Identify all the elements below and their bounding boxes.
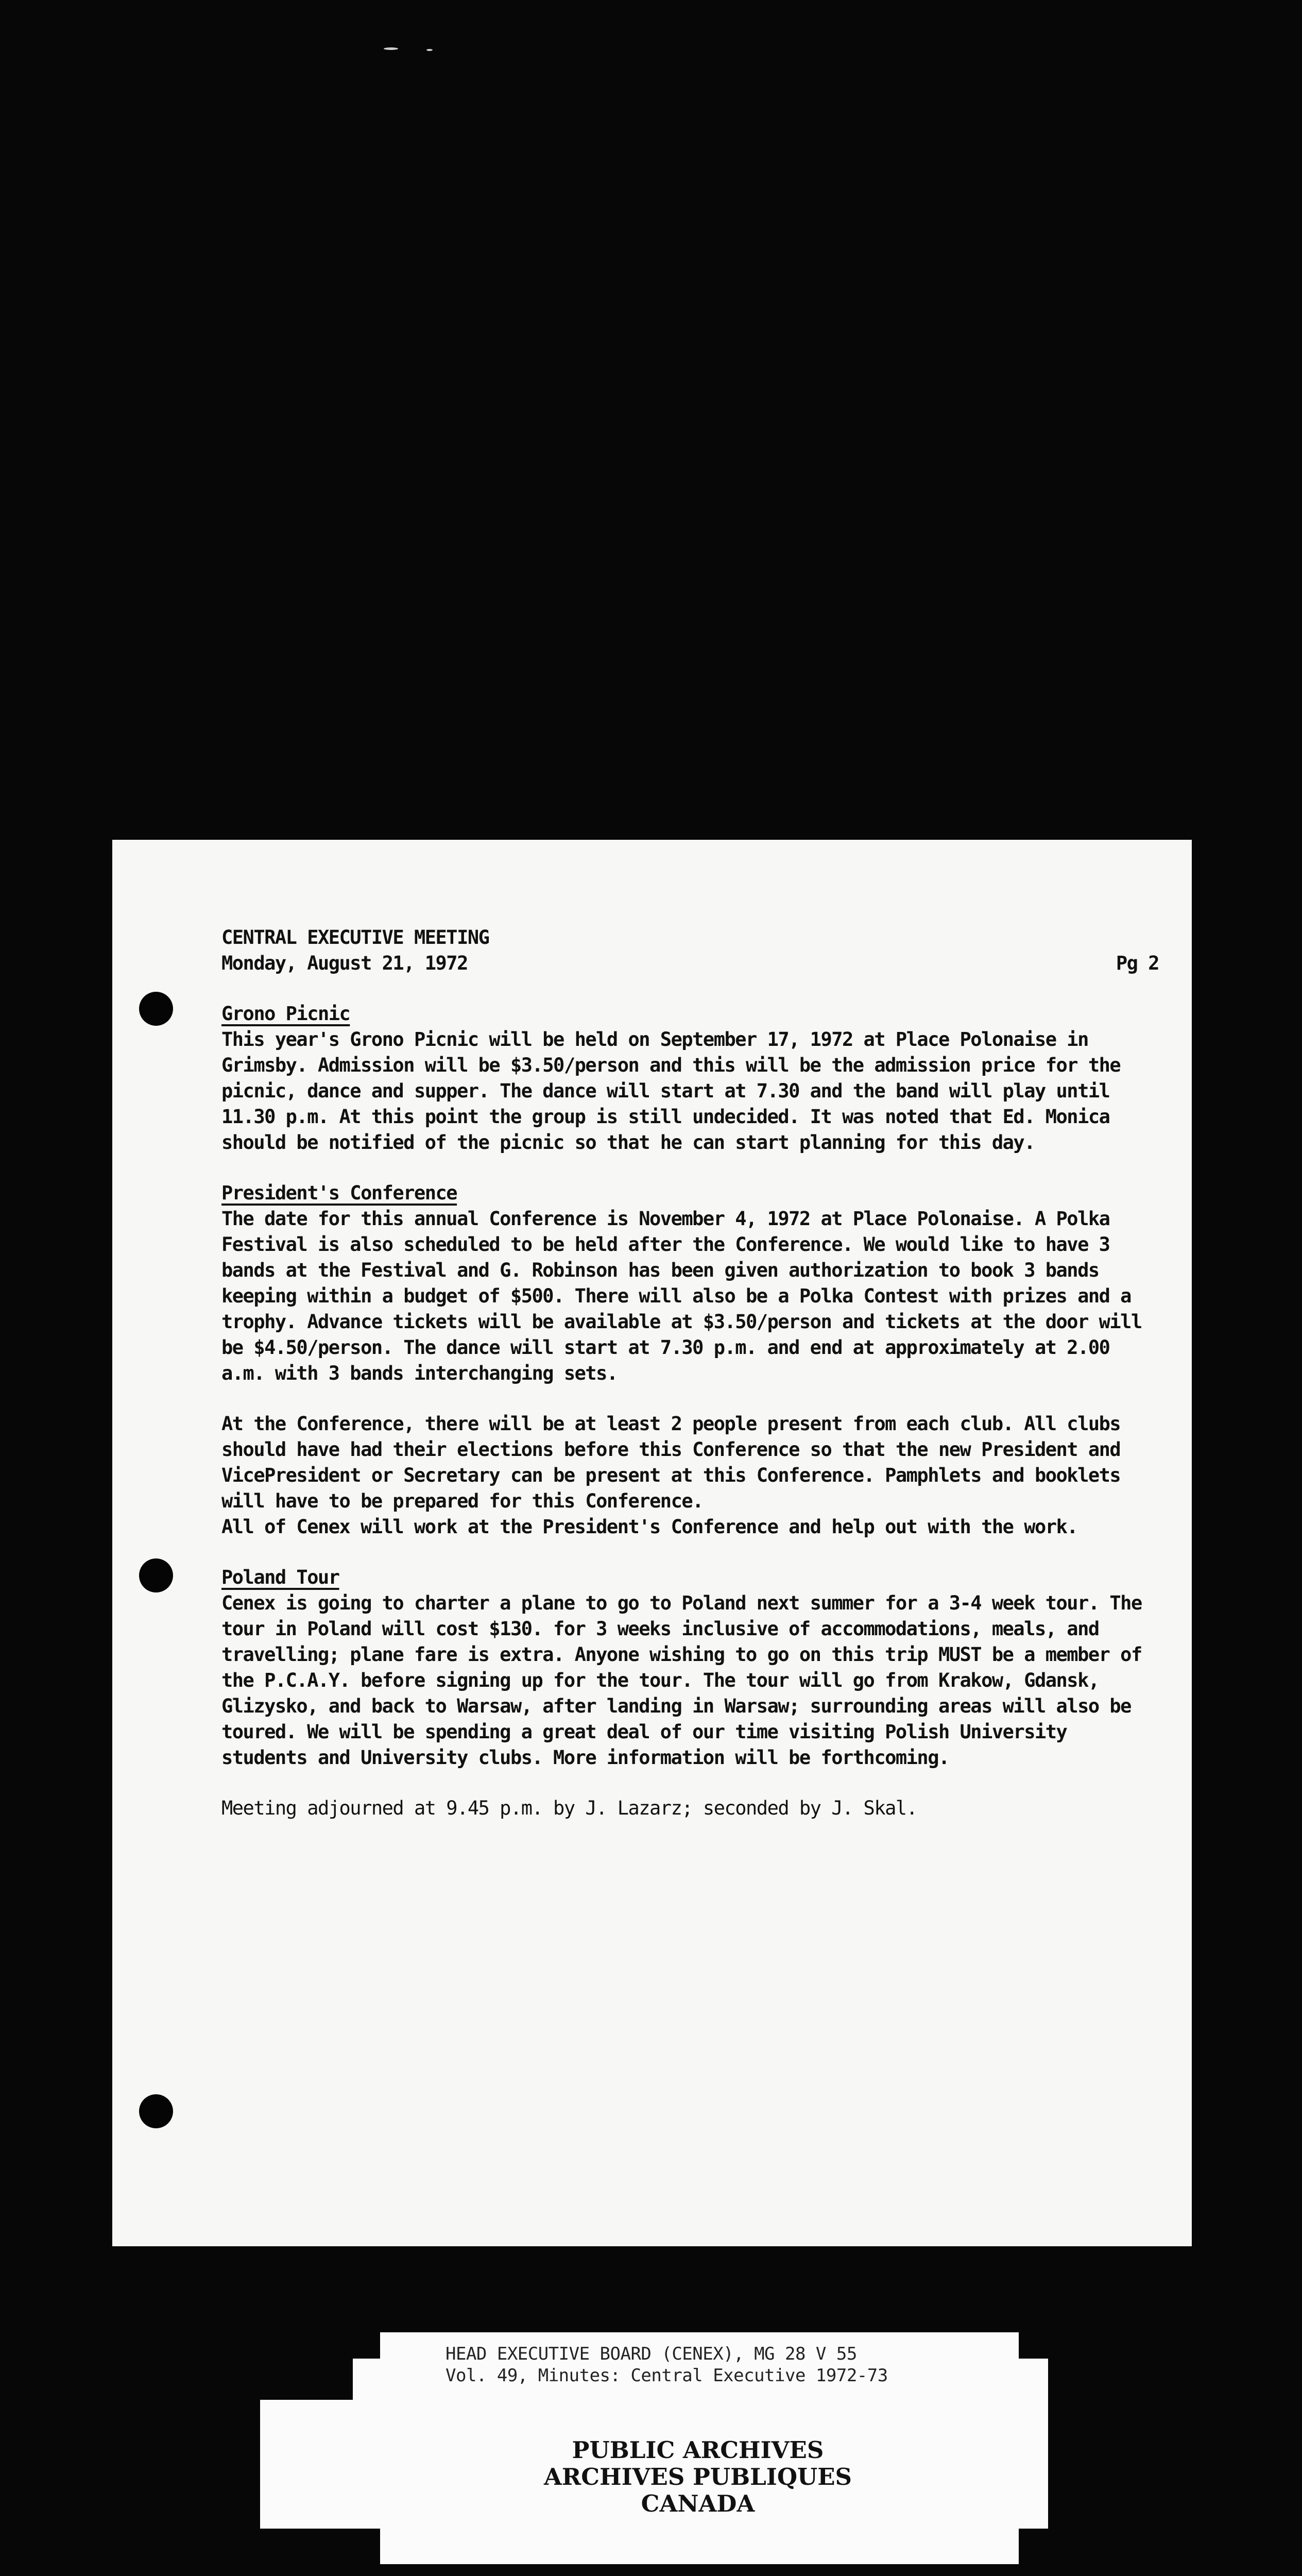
header-line xyxy=(221,951,1159,976)
meeting-date: Monday, August 21, 1972 xyxy=(221,952,468,974)
document-body xyxy=(221,925,1159,1821)
paragraph: All of Cenex will work at the President's Conference and help out with the work. xyxy=(221,1516,1078,1538)
paragraph: At the Conference, there will be at least 2 people present from each club. All clubs should have had their elections before this Conference so that the new President and VicePresident or Secretary can be present at this Conference. Pamphlets and booklets will have to be prepared for this Conference. xyxy=(221,1413,1121,1512)
page-number: Pg 2 xyxy=(1116,952,1159,974)
paragraph: The date for this annual Conference is November 4, 1972 at Place Polonaise. A Polka Festival is also scheduled to be held after the Conference. We would like to have 3 bands at the Festival and G. Robinson has been given authorization to book 3 bands keeping within a budget of $500. There will also be a Polka Contest with prizes and a trophy. Advance tickets will be available at $3.50/person and tickets at the door will be $4.50/person. The dance will start at 7.30 p.m. and end at approximately at 2.00 a.m. with 3 bands interchanging sets. xyxy=(221,1208,1142,1384)
stamp-line: PUBLIC ARCHIVES xyxy=(572,2436,824,2464)
section-heading-poland-tour: Poland Tour xyxy=(221,1566,339,1588)
reference-line: HEAD EXECUTIVE BOARD (CENEX), MG 28 V 55 xyxy=(446,2344,857,2364)
meeting-title: CENTRAL EXECUTIVE MEETING xyxy=(221,926,489,948)
reference-line: Vol. 49, Minutes: Central Executive 1972-73 xyxy=(446,2365,888,2386)
punch-hole xyxy=(139,1558,173,1592)
stamp-line: CANADA xyxy=(641,2490,755,2517)
closing-line: Meeting adjourned at 9.45 p.m. by J. Lazarz; seconded by J. Skal. xyxy=(221,1797,917,1819)
paragraph: Cenex is going to charter a plane to go to Poland next summer for a 3-4 week tour. The tour in Poland will cost $130. for 3 weeks inclusive of accommodations, meals, and travelling; plane fare is extra. Anyone wishing to go on this trip MUST be a member of the P.C.A.Y. before signing up for the tour. The tour will go from Krakow, Gdansk, Glizysko, and back to Warsaw, after landing in Warsaw; surrounding areas will also be toured. We will be spending a great deal of our time visiting Polish University students and University clubs. More information will be forthcoming. xyxy=(221,1592,1142,1769)
paragraph: This year's Grono Picnic will be held on September 17, 1972 at Place Polonaise in Grimsby. Admission will be $3.50/person and this will be the admission price for the picnic, dance and supper. The dance will start at 7.30 and the band will play until 11.30 p.m. At this point the group is still undecided. It was noted that Ed. Monica should be notified of the picnic so that he can start planning for this day. xyxy=(221,1028,1121,1154)
section-heading-presidents-conference: President's Conference xyxy=(221,1182,457,1204)
label-notch xyxy=(260,2359,353,2400)
stamp-line: ARCHIVES PUBLIQUES xyxy=(543,2463,852,2490)
section-heading-grono-picnic: Grono Picnic xyxy=(221,1003,350,1025)
scan-speck xyxy=(426,49,433,51)
scan-speck xyxy=(384,47,398,50)
archives-stamp xyxy=(492,2437,904,2517)
document-page xyxy=(112,840,1192,2246)
punch-hole xyxy=(139,992,173,1026)
punch-hole xyxy=(139,2094,173,2128)
archive-reference xyxy=(446,2343,888,2386)
